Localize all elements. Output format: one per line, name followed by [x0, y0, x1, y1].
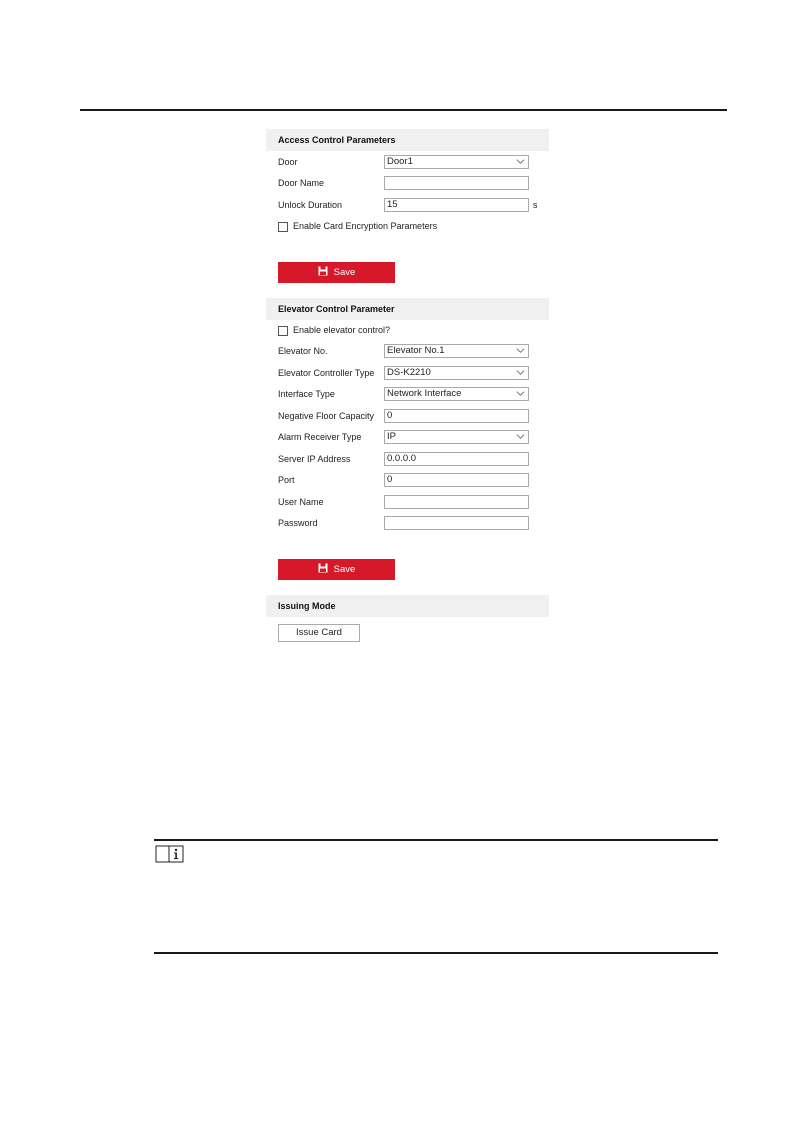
user-name-input[interactable]	[384, 495, 529, 509]
controller-type-row	[278, 365, 549, 381]
alarm-receiver-label: Alarm Receiver Type	[278, 432, 362, 442]
port-row	[278, 472, 549, 488]
user-name-row	[278, 494, 549, 510]
controller-type-select[interactable]	[384, 366, 529, 380]
unlock-duration-input[interactable]: 15	[384, 198, 529, 212]
elevator-no-value: Elevator No.1	[387, 345, 445, 356]
note-top-rule	[154, 839, 718, 841]
door-label: Door	[278, 157, 298, 167]
access-control-header: Access Control Parameters	[266, 129, 549, 151]
card-encryption-label: Enable Card Encryption Parameters	[293, 221, 438, 231]
interface-type-select[interactable]	[384, 387, 529, 401]
issue-card-button[interactable]: Issue Card	[278, 624, 360, 642]
server-ip-row	[278, 451, 549, 467]
password-row	[278, 515, 549, 531]
door-name-input[interactable]	[384, 176, 529, 190]
enable-elevator-label: Enable elevator control?	[293, 325, 391, 335]
floppy-disk-icon	[318, 266, 328, 276]
port-input[interactable]: 0	[384, 473, 529, 487]
book-info-icon	[155, 845, 184, 863]
enable-elevator-checkbox[interactable]	[278, 326, 288, 336]
chevron-down-icon	[516, 369, 525, 376]
elevator-control-save-button[interactable]	[278, 559, 395, 580]
interface-type-value: Network Interface	[387, 388, 462, 399]
door-row	[278, 154, 549, 170]
interface-type-label: Interface Type	[278, 389, 335, 399]
issuing-mode-header: Issuing Mode	[266, 595, 549, 617]
card-encryption-checkbox[interactable]	[278, 222, 288, 232]
chevron-down-icon	[516, 390, 525, 397]
negative-floor-label: Negative Floor Capacity	[278, 411, 375, 421]
elevator-no-select[interactable]	[384, 344, 529, 358]
page-header-rule	[80, 109, 727, 111]
port-label: Port	[278, 475, 295, 485]
user-name-label: User Name	[278, 497, 324, 507]
elevator-no-row	[278, 343, 549, 359]
negative-floor-input[interactable]: 0	[384, 409, 529, 423]
door-select-value: Door1	[387, 156, 413, 167]
chevron-down-icon	[516, 158, 525, 165]
password-input[interactable]	[384, 516, 529, 530]
access-control-save-label: Save	[333, 267, 356, 278]
elevator-no-label: Elevator No.	[278, 346, 328, 356]
access-control-save-button[interactable]	[278, 262, 395, 283]
controller-type-label: Elevator Controller Type	[278, 368, 375, 378]
chevron-down-icon	[516, 433, 525, 440]
controller-type-value: DS-K2210	[387, 367, 431, 378]
negative-floor-row	[278, 408, 549, 424]
alarm-receiver-row	[278, 429, 549, 445]
interface-type-row	[278, 386, 549, 402]
server-ip-label: Server IP Address	[278, 454, 351, 464]
unlock-duration-row	[278, 197, 549, 213]
door-name-label: Door Name	[278, 178, 325, 188]
password-label: Password	[278, 518, 318, 528]
note-bottom-rule	[154, 952, 718, 954]
elevator-control-save-label: Save	[333, 564, 356, 575]
door-name-row	[278, 175, 549, 191]
chevron-down-icon	[516, 347, 525, 354]
alarm-receiver-select[interactable]	[384, 430, 529, 444]
alarm-receiver-value: IP	[387, 431, 396, 442]
door-select[interactable]	[384, 155, 529, 169]
elevator-control-header: Elevator Control Parameter	[266, 298, 549, 320]
unlock-duration-unit: s	[533, 200, 538, 210]
floppy-disk-icon	[318, 563, 328, 573]
server-ip-input[interactable]: 0.0.0.0	[384, 452, 529, 466]
unlock-duration-label: Unlock Duration	[278, 200, 343, 210]
